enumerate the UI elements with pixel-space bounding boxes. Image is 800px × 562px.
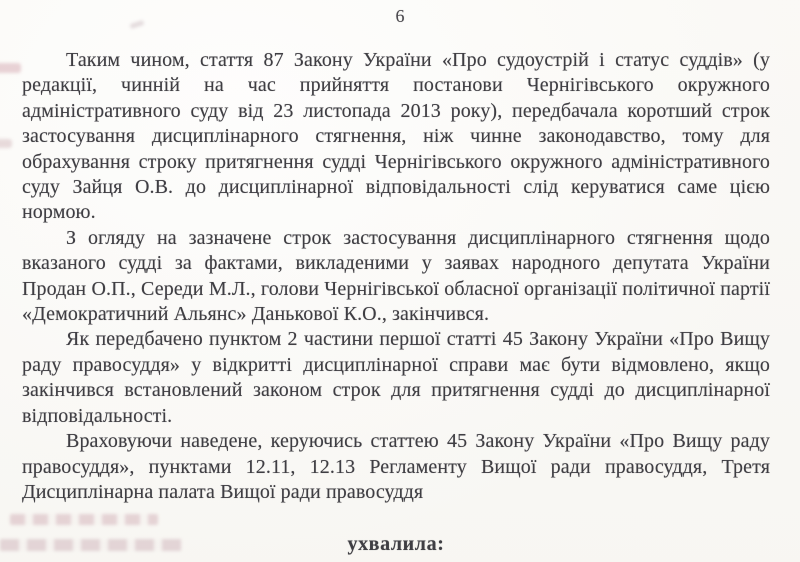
bleedthrough-mark	[0, 63, 21, 73]
paragraph-conclusion: Враховуючи наведене, керуючись статтею 45 Закону України «Про Вищу раду правосуддя», пунктами 12.11, 12.13 Регламенту Вищої ради правосуддя, Третя Дисциплінарна палата Вищої ради правосуддя	[22, 430, 770, 503]
page-number: 6	[395, 6, 405, 26]
paragraph-term-expired: З огляду на зазначене строк застосування дисциплінарного стягнення щодо вказаного судді за фактами, викладеними у заявах народного депутата України Продан О.П., Середи М.Л., голови Чернігівської обласної організації політичної партії «Демократичний Альянс» Данькової К.О., закінчився.	[22, 226, 770, 326]
document-body	[22, 48, 770, 558]
resolution-heading: ухвалила:	[347, 533, 445, 556]
paragraph-statute-87: Таким чином, стаття 87 Закону України «Про судоустрій і статус суддів» (у редакції, чинній на час прийняття постанови Чернігівського окружного адміністративного суду від 23 листопада 2013 року), передбачала коротший строк застосування дисциплінарного стягнення, ніж чинне законодавство, тому для обрахування строку притягнення судді Чернігівського окружного адміністративного суду Зайця О.В. до дисциплінарної відповідальності слід керуватися саме цією нормою.	[22, 49, 770, 224]
bleedthrough-mark	[0, 139, 12, 148]
paragraph-article-45: Як передбачено пунктом 2 частини першої статті 45 Закону України «Про Вищу раду правосуддя» у відкритті дисциплінарної справи має бути відмовлено, якщо закінчився встановлений законом строк для притягнення судді до дисциплінарної відповідальності.	[22, 328, 770, 427]
